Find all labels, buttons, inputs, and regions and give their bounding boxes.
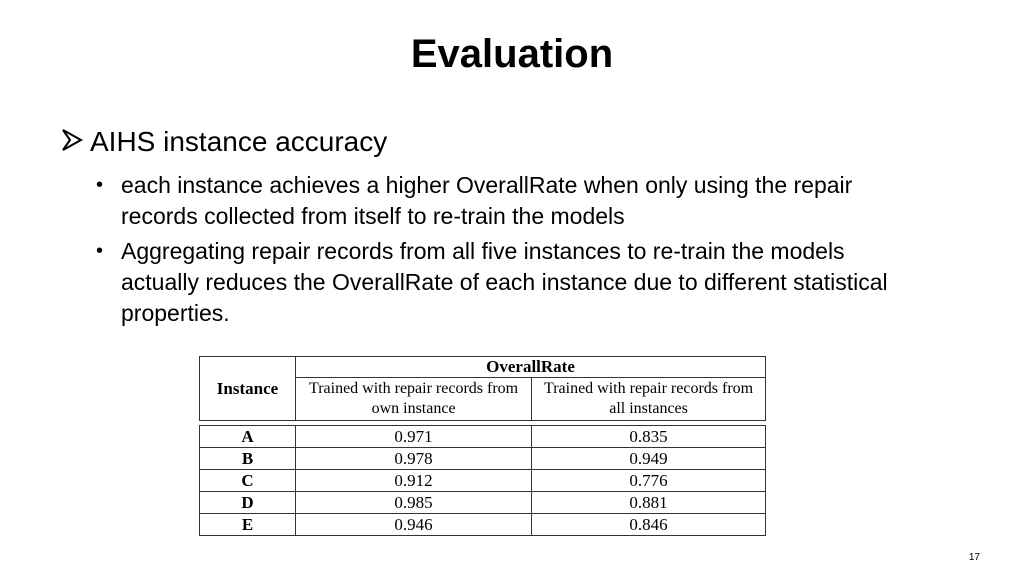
all-value-cell: 0.835 [532,426,766,448]
page-number: 17 [968,552,980,563]
own-value-cell: 0.971 [296,426,532,448]
instance-cell: E [200,514,296,536]
all-instances-header: Trained with repair records from all instances [532,378,766,421]
table-row [200,470,766,492]
bullet-dot-icon: • [96,240,104,262]
table-row [200,514,766,536]
own-value-cell: 0.912 [296,470,532,492]
overallrate-header: OverallRate [296,357,766,378]
all-value-cell: 0.776 [532,470,766,492]
own-value-cell: 0.978 [296,448,532,470]
own-instance-header: Trained with repair records from own instance [296,378,532,421]
main-bullet-text: AIHS instance accuracy [90,126,388,157]
table-row [200,448,766,470]
arrow-bullet-icon [60,126,88,156]
table-row [200,426,766,448]
sub-bullet-1 [96,170,896,232]
sub-bullet-text: each instance achieves a higher OverallRate when only using the repair records collected from itself to re-train the models [121,172,853,229]
instance-cell: A [200,426,296,448]
sub-bullet-text: Aggregating repair records from all five instances to re-train the models actually reduces the OverallRate of each instance due to different statistical properties. [121,238,888,326]
all-value-cell: 0.846 [532,514,766,536]
own-value-cell: 0.946 [296,514,532,536]
bullet-dot-icon: • [96,174,104,196]
sub-bullet-2 [96,236,896,329]
overallrate-table [199,356,766,536]
all-value-cell: 0.949 [532,448,766,470]
instance-cell: D [200,492,296,514]
own-value-cell: 0.985 [296,492,532,514]
main-bullet [60,126,387,158]
slide-title: Evaluation [410,32,614,76]
instance-cell: B [200,448,296,470]
all-value-cell: 0.881 [532,492,766,514]
instance-header: Instance [200,357,296,421]
instance-cell: C [200,470,296,492]
table-row [200,492,766,514]
